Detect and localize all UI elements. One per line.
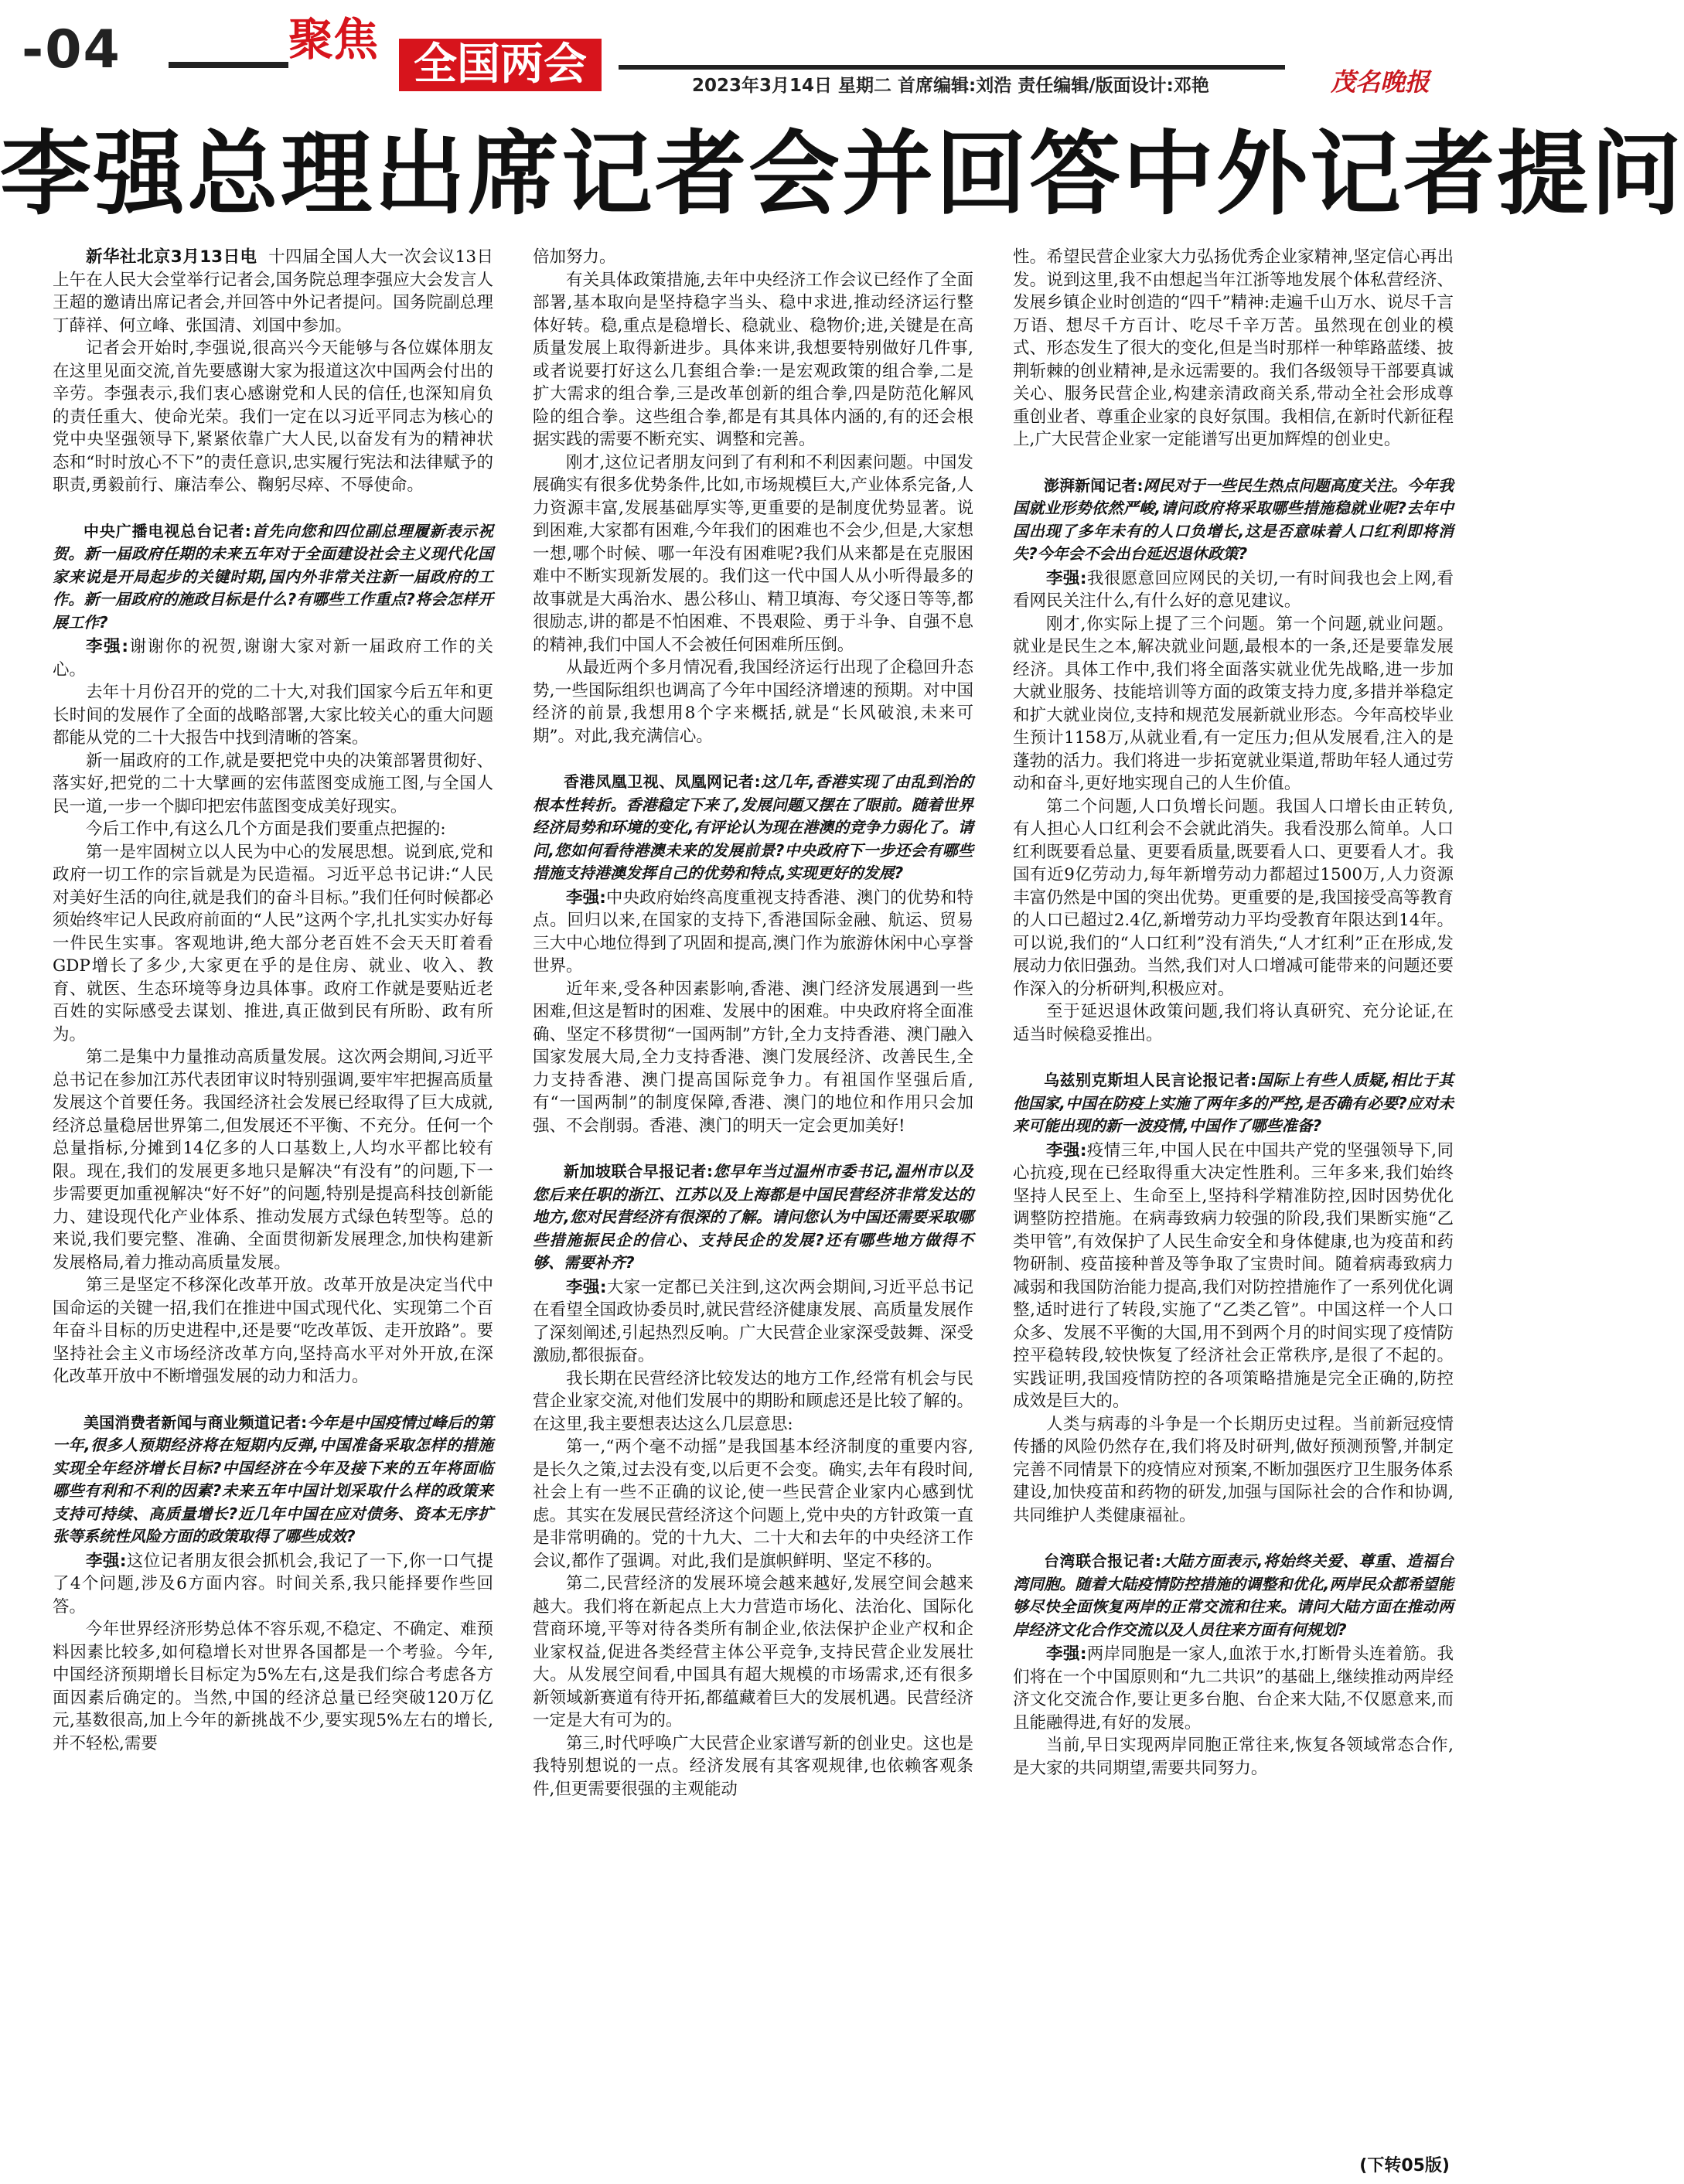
answer-text: 大家一定都已关注到,这次两会期间,习近平总书记在看望全国政协委员时,就民营经济健康发展、高质量发展作了深刻阐述,引起热烈反响。广大民营企业家深受鼓舞、深受激励,都很振奋。 <box>533 1277 973 1365</box>
paragraph: 刚才,你实际上提了三个问题。第一个问题,就业问题。就业是民生之本,解决就业问题,最根本的一条,还是要靠发展经济。具体工作中,我们将全面落实就业优先战略,进一步加大就业服务、技能培训等方面的政策支持力度,多措并举稳定和扩大就业岗位,支持和规范发展新就业形态。今年高校毕业生预计1158万,从就业看,有一定压力;但从发展看,注入的是蓬勃的活力。我们将进一步拓宽就业渠道,帮助年轻人通过劳动和奋斗,更好地实现自己的人生价值。 <box>1013 614 1454 793</box>
question <box>1013 475 1454 566</box>
page-header <box>0 0 1471 101</box>
reporter-name: 乌兹别克斯坦人民言论报记者: <box>1044 1071 1257 1089</box>
reporter-name: 新加坡联合早报记者: <box>564 1162 713 1181</box>
paragraph: 第二是集中力量推动高质量发展。这次两会期间,习近平总书记在参加江苏代表团审议时特别强调,要牢牢把握高质量发展这个首要任务。我国经济社会发展已经取得了巨大成就,经济总量稳居世界第二,但发展还不平衡、不充分。任何一个总量指标,分摊到14亿多的人口基数上,人均水平都比较有限。现在,我们的发展更多地只是解决“有没有”的问题,下一步需要更加重视解决“好不好”的问题,特别是提高科技创新能力、建设现代化产业体系、推动发展方式绿色转型等。总的来说,我们要完整、准确、全面贯彻新发展理念,加快构建新发展格局,着力推动高质量发展。 <box>53 1048 493 1273</box>
answer <box>53 1550 493 1619</box>
paragraph: 性。希望民营企业家大力弘扬优秀企业家精神,坚定信心再出发。说到这里,我不由想起当年江浙等地发展个体私营经济、发展乡镇企业时创造的“四千”精神:走遍千山万水、说尽千言万语、想尽千方百计、吃尽千辛万苦。虽然现在创业的模式、形态发生了很大的变化,但是当时那样一种筚路蓝缕、披荆斩棘的创业精神,是永远需要的。我们各级领导干部要真诚关心、服务民营企业,构建亲清政商关系,带动全社会形成尊重创业者、尊重企业家的良好氛围。我相信,在新时代新征程上,广大民营企业家一定能谱写出更加辉煌的创业史。 <box>1013 247 1454 449</box>
question-text: 大陆方面表示,将始终关爱、尊重、造福台湾同胞。随着大陆疫情防控措施的调整和优化,两岸民众都希望能够尽快全面恢复两岸的正常交流和往来。请问大陆方面在推动两岸经济文化合作交流以及人员往来方面有何规划? <box>1013 1552 1454 1639</box>
newspaper-logo: 茂名晚报 <box>1330 67 1430 97</box>
paragraph: 第一是牢固树立以人民为中心的发展思想。说到底,党和政府一切工作的宗旨就是为民造福。习近平总书记讲:“人民对美好生活的向往,就是我们的奋斗目标。”我们任何时候都必须始终牢记人民政府前面的“人民”这两个字,扎扎实实办好每一件民生实事。客观地讲,绝大部分老百姓不会天天盯着看GDP增长了多少,大家更在乎的是住房、就业、收入、教育、就医、生态环境等身边具体事。政府工作就是要贴近老百姓的实际感受去谋划、推进,真正做到民有所盼、政有所为。 <box>53 842 493 1044</box>
header-rule-right <box>619 65 1285 70</box>
answer-text: 这位记者朋友很会抓机会,我记了一下,你一口气提了4个问题,涉及6方面内容。时间关系,我只能择要作些回答。 <box>53 1551 493 1617</box>
paragraph: 记者会开始时,李强说,很高兴今天能够与各位媒体朋友在这里见面交流,首先要感谢大家为报道这次中国两会付出的辛劳。李强表示,我们衷心感谢党和人民的信任,也深知肩负的责任重大、使命光荣。我们一定在以习近平同志为核心的党中央坚强领导下,紧紧依靠广大人民,以奋发有为的精神状态和“时时放心不下”的责任意识,忠实履行宪法和法律赋予的职责,勇毅前行、廉洁奉公、鞠躬尽瘁、不辱使命。 <box>53 339 493 495</box>
answer <box>1013 1643 1454 1734</box>
answer-speaker: 李强: <box>86 1551 127 1571</box>
paragraph: 我长期在民营经济比较发达的地方工作,经常有机会与民营企业家交流,对他们发展中的期盼和顾虑还是比较了解的。在这里,我主要想表达这么几层意思: <box>533 1368 973 1434</box>
reporter-name: 中央广播电视总台记者: <box>84 521 251 540</box>
question-text: 网民对于一些民生热点问题高度关注。今年我国就业形势依然严峻,请问政府将采取哪些措施稳就业呢?去年中国出现了多年未有的人口负增长,这是否意味着人口红利即将消失?今年会不会出台延迟退休政策? <box>1013 475 1454 563</box>
answer-speaker: 李强: <box>1046 1644 1087 1664</box>
paragraph: 近年来,受各种因素影响,香港、澳门经济发展遇到一些困难,但这是暂时的困难、发展中的困难。中央政府将全面准确、坚定不移贯彻“一国两制”方针,全力支持香港、澳门融入国家发展大局,全力支持香港、澳门发展经济、改善民生,全力支持香港、澳门提高国际竞争力。有祖国作坚强后盾,有“一国两制”的制度保障,香港、澳门的地位和作用只会加强、不会削弱。香港、澳门的明天一定会更加美好! <box>533 979 973 1136</box>
question-text: 您早年当过温州市委书记,温州市以及您后来任职的浙江、江苏以及上海都是中国民营经济非常发达的地方,您对民营经济有很深的了解。请问您认为中国还需要采取哪些措施振民企的信心、支持民企的发展?还有哪些地方做得不够、需要补齐? <box>533 1162 973 1272</box>
question <box>533 1160 973 1275</box>
answer-speaker: 李强: <box>86 637 128 656</box>
paragraph: 至于延迟退休政策问题,我们将认真研究、充分论证,在适当时候稳妥推出。 <box>1013 1002 1454 1044</box>
dateline: 新华社北京3月13日电 <box>86 247 257 267</box>
answer <box>533 1276 973 1368</box>
reporter-name: 台湾联合报记者: <box>1044 1552 1161 1570</box>
paragraph: 当前,早日实现两岸同胞正常往来,恢复各领域常态合作,是大家的共同期望,需要共同努力。 <box>1013 1736 1454 1778</box>
article-column-2 <box>533 246 973 2155</box>
paragraph: 有关具体政策措施,去年中央经济工作会议已经作了全面部署,基本取向是坚持稳字当头、稳中求进,推动经济运行整体好转。稳,重点是稳增长、稳就业、稳物价;进,关键是在高质量发展上取得新进步。具体来讲,我想要特别做好几件事,或者说要打好这么几套组合拳:一是宏观政策的组合拳,二是扩大需求的组合拳,三是改革创新的组合拳,四是防范化解风险的组合拳。这些组合拳,都是有其具体内涵的,有的还会根据实践的需要不断充实、调整和完善。 <box>533 270 973 449</box>
lead-paragraph <box>53 246 493 337</box>
paragraph: 倍加努力。 <box>533 247 616 267</box>
answer <box>53 635 493 681</box>
issue-meta: 2023年3月14日 星期二 首席编辑:刘浩 责任编辑/版面设计:邓艳 <box>692 76 1209 96</box>
question-text: 今年是中国疫情过峰后的第一年,很多人预期经济将在短期内反弹,中国准备采取怎样的措施实现全年经济增长目标?中国经济在今年及接下来的五年将面临哪些有利和不利的因素?未来五年中国计划采取什么样的政策来支持可持续、高质量增长?近几年中国在应对债务、资本无序扩张等系统性风险方面的政策取得了哪些成效? <box>53 1412 494 1545</box>
headline: 李强总理出席记者会并回答中外记者提问 <box>0 121 1684 227</box>
article-body <box>53 246 1454 2155</box>
paragraph: 去年十月份召开的党的二十大,对我们国家今后五年和更长时间的发展作了全面的战略部署,大家比较关心的重大问题都能从党的二十大报告中找到清晰的答案。 <box>53 683 493 748</box>
paragraph: 第三,时代呼唤广大民营企业家谱写新的创业史。这也是我特别想说的一点。经济发展有其客观规律,也依赖客观条件,但更需要很强的主观能动 <box>533 1733 973 1799</box>
question-text: 国际上有些人质疑,相比于其他国家,中国在防疫上实施了两年多的严控,是否确有必要?应对未来可能出现的新一波疫情,中国作了哪些准备? <box>1013 1071 1454 1135</box>
paragraph: 人类与病毒的斗争是一个长期历史过程。当前新冠疫情传播的风险仍然存在,我们将及时研判,做好预测预警,并制定完善不同情景下的疫情应对预案,不断加强医疗卫生服务体系建设,加快疫苗和药物的研发,加强与国际社会的合作和协调,共同维护人类健康福祉。 <box>1013 1414 1454 1525</box>
answer-speaker: 李强: <box>1046 568 1087 588</box>
page-number: -04 <box>22 19 121 80</box>
answer-text: 中央政府始终高度重视支持香港、澳门的优势和特点。回归以来,在国家的支持下,香港国际金融、航运、贸易三大中心地位得到了巩固和提高,澳门作为旅游休闲中心享誉世界。 <box>533 888 973 976</box>
question-text: 这几年,香港实现了由乱到治的根本性转折。香港稳定下来了,发展问题又摆在了眼前。随着世界经济局势和环境的变化,有评论认为现在港澳的竞争力弱化了。请问,您如何看待港澳未来的发展前景?中央政府下一步还会有哪些措施支持港澳发挥自己的优势和特点,实现更好的发展? <box>533 772 973 882</box>
answer <box>533 887 973 978</box>
paragraph: 从最近两个多月情况看,我国经济运行出现了企稳回升态势,一些国际组织也调高了今年中国经济增速的预期。对中国经济的前景,我想用8个字来概括,就是“长风破浪,未来可期”。对此,我充满信心。 <box>533 658 973 746</box>
article-column-1 <box>53 246 493 2155</box>
answer-speaker: 李强: <box>566 1277 607 1297</box>
paragraph: 今后工作中,有这么几个方面是我们要重点把握的: <box>86 819 446 839</box>
paragraph: 第二个问题,人口负增长问题。我国人口增长由正转负,有人担心人口红利会不会就此消失。我看没那么简单。人口红利既要看总量、更要看质量,既要看人口、更要看人才。我国有近9亿劳动力,每年新增劳动力都超过1500万,人力资源丰富仍然是中国的突出优势。更重要的是,我国接受高等教育的人口已超过2.4亿,新增劳动力平均受教育年限达到14年。可以说,我们的“人口红利”没有消失,“人才红利”正在形成,发展动力依旧强劲。当然,我们对人口增减可能带来的问题还要作深入的分析研判,积极应对。 <box>1013 796 1454 999</box>
header-rule-left <box>169 62 288 68</box>
answer-text: 两岸同胞是一家人,血浓于水,打断骨头连着筋。我们将在一个中国原则和“九二共识”的基础上,继续推动两岸经济文化交流合作,要让更多台胞、台企来大陆,不仅愿意来,而且能融得进,有好的发展。 <box>1013 1644 1454 1733</box>
continued-notice: (下转05版) <box>1359 2156 1450 2175</box>
reporter-name: 香港凤凰卫视、凤凰网记者: <box>564 772 761 791</box>
paragraph: 第二,民营经济的发展环境会越来越好,发展空间会越来越大。我们将在新起点上大力营造市场化、法治化、国际化营商环境,平等对待各类所有制企业,依法保护企业产权和企业家权益,促进各类经营主体公平竞争,支持民营企业发展壮大。从发展空间看,中国具有超大规模的市场需求,还有很多新领域新赛道有待开拓,都蕴藏着巨大的发展机遇。民营经济一定是大有可为的。 <box>533 1574 973 1730</box>
section-label: 聚焦 <box>288 13 379 66</box>
topic-banner: 全国两会 <box>399 39 602 91</box>
article-column-3 <box>1013 246 1454 2155</box>
answer-text: 我很愿意回应网民的关切,一有时间我也会上网,看看网民关注什么,有什么好的意见建议。 <box>1013 568 1454 611</box>
question <box>533 771 973 885</box>
answer-speaker: 李强: <box>1046 1140 1087 1160</box>
paragraph: 新一届政府的工作,就是要把党中央的决策部署贯彻好、落实好,把党的二十大擘画的宏伟蓝图变成施工图,与全国人民一道,一步一个脚印把宏伟蓝图变成美好现实。 <box>53 751 493 816</box>
question <box>1013 1550 1454 1641</box>
answer <box>1013 567 1454 613</box>
question <box>1013 1069 1454 1138</box>
paragraph: 刚才,这位记者朋友问到了有利和不利因素问题。中国发展确实有很多优势条件,比如,市场规模巨大,产业体系完备,人力资源丰富,发展基础厚实等,更重要的是制度优势显著。说到困难,大家都有困难,今年我们的困难也不会少,但是,大家想一想,哪个时候、哪一年没有困难呢?我们从来都是在克服困难中不断实现新发展的。我们这一代中国人从小听得最多的故事就是大禹治水、愚公移山、精卫填海、夸父逐日等等,都很励志,讲的都是不怕困难、不畏艰险、勇于斗争、自强不息的精神,我们中国人不会被任何困难所压倒。 <box>533 452 973 655</box>
answer-text: 疫情三年,中国人民在中国共产党的坚强领导下,同心抗疫,现在已经取得重大决定性胜利。三年多来,我们始终坚持人民至上、生命至上,坚持科学精准防控,因时因势优化调整防控措施。在病毒致病力较强的阶段,我们果断实施“乙类甲管”,有效保护了人民生命安全和身体健康,也为疫苗和药物研制、疫苗接种普及等争取了宝贵时间。随着病毒致病力减弱和我国防治能力提高,我们对防控措施作了一系列优化调整,适时进行了转段,实施了“乙类乙管”。中国这样一个人口众多、发展不平衡的大国,用不到两个月的时间实现了疫情防控平稳转段,较快恢复了经济社会正常秩序,是很了不起的。实践证明,我国疫情防控的各项策略措施是完全正确的,防控成效是巨大的。 <box>1013 1140 1454 1411</box>
lead-text: 十四届全国人大一次会议13日上午在人民大会堂举行记者会,国务院总理李强应大会发言人王超的邀请出席记者会,并回答中外记者提问。国务院副总理丁薛祥、何立峰、张国清、刘国中参加。 <box>53 247 493 336</box>
question-text: 首先向您和四位副总理履新表示祝贺。新一届政府任期的未来五年对于全面建设社会主义现代化国家来说是开局起步的关键时期,国内外非常关注新一届政府的工作。新一届政府的施政目标是什么?有哪些工作重点?将会怎样开展工作? <box>53 521 494 632</box>
question <box>53 520 493 635</box>
answer-speaker: 李强: <box>566 888 606 908</box>
paragraph: 第一,“两个毫不动摇”是我国基本经济制度的重要内容,是长久之策,过去没有变,以后更不会变。确实,去年有段时间,社会上有一些不正确的议论,使一些民营企业家内心感到忧虑。其实在发展民营经济这个问题上,党中央的方针政策一直是非常明确的。党的十九大、二十大和去年的中央经济工作会议,都作了强调。对此,我们是旗帜鲜明、坚定不移的。 <box>533 1437 973 1571</box>
question <box>53 1412 493 1549</box>
reporter-name: 美国消费者新闻与商业频道记者: <box>84 1412 308 1432</box>
paragraph: 第三是坚定不移深化改革开放。改革开放是决定当代中国命运的关键一招,我们在推进中国式现代化、实现第二个百年奋斗目标的历史进程中,还是要“吃改革饭、走开放路”。要坚持社会主义市场经济改革方向,坚持高水平对外开放,在深化改革开放中不断增强发展的动力和活力。 <box>53 1276 493 1386</box>
paragraph: 今年世界经济形势总体不容乐观,不稳定、不确定、难预料因素比较多,如何稳增长对世界各国都是一个考验。今年,中国经济预期增长目标定为5%左右,这是我们综合考虑各方面因素后确定的。当然,中国的经济总量已经突破120万亿元,基数很高,加上今年的新挑战不少,要实现5%左右的增长,并不轻松,需要 <box>53 1620 493 1753</box>
answer-text: 谢谢你的祝贺,谢谢大家对新一届政府工作的关心。 <box>53 637 493 680</box>
answer <box>1013 1140 1454 1413</box>
reporter-name: 澎湃新闻记者: <box>1044 475 1144 495</box>
